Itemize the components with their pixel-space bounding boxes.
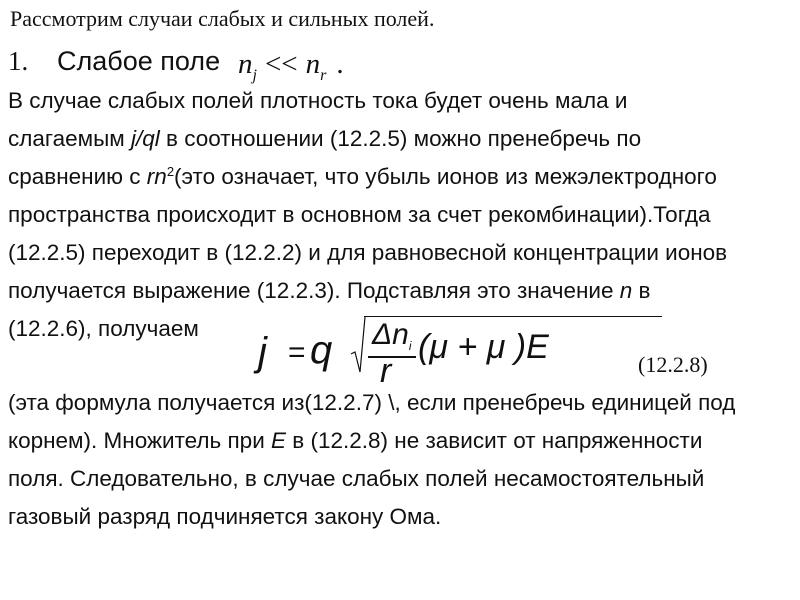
paragraph1-line5: (12.2.5) переходит в (12.2.2) и для равновесной концентрации ионов xyxy=(8,240,728,265)
cond-left-sub: j xyxy=(252,67,257,84)
p2-line2-text-b: в (12.2.8) не зависит от напряженности xyxy=(286,428,703,453)
radical-bar xyxy=(364,316,662,317)
cond-right: n xyxy=(305,48,321,80)
heading: Рассмотрим случаи слабых и сильных полей. xyxy=(10,6,435,31)
paragraph2-line3: поля. Следовательно, в случае слабых полей несамостоятельный xyxy=(8,466,705,491)
list-item-number: 1. xyxy=(8,46,29,76)
weak-field-condition xyxy=(238,48,344,85)
paragraph2-line4: газовый разряд подчиняется закону Ома. xyxy=(8,504,442,529)
cond-right-sub: r xyxy=(320,67,327,84)
paragraph1-line1: В случае слабых полей плотность тока будет очень мала и xyxy=(8,88,628,113)
p2-line2-term: E xyxy=(271,428,287,453)
line3-sup: 2 xyxy=(166,164,175,179)
line3-text-b: (это означает, что убыль ионов из межэлектродного xyxy=(174,164,717,189)
formula-j: j xyxy=(258,330,267,374)
paragraph1-line3 xyxy=(8,164,717,190)
line6-text-b: в xyxy=(632,278,651,303)
paragraph1-line4: пространства происходит в основном за счет рекомбинации).Тогда xyxy=(8,202,711,227)
formula-q: q xyxy=(310,328,333,372)
numerator-sub: i xyxy=(408,339,412,353)
list-item-text: Слабое поле xyxy=(57,46,221,76)
line2-text-b: в соотношении (12.2.5) можно пренебречь по xyxy=(159,126,642,151)
numerator-text: Δn xyxy=(372,318,409,351)
fraction-bar xyxy=(368,356,416,358)
radical-sign-icon xyxy=(350,316,366,374)
formula-12-2-8 xyxy=(258,312,618,390)
formula-equals: = xyxy=(288,336,306,369)
paragraph1-line7: (12.2.6), получаем xyxy=(8,316,199,341)
line3-text-a: сравнению с xyxy=(8,164,147,189)
cond-left: n xyxy=(238,48,253,80)
cond-end: . xyxy=(336,48,344,80)
paragraph1-line6 xyxy=(8,278,650,304)
line3-term: rn xyxy=(146,164,167,189)
cond-operator: << xyxy=(264,48,298,80)
formula-denominator: r xyxy=(380,352,392,390)
formula-mobility: (μ + μ )E xyxy=(418,328,549,366)
line6-term: n xyxy=(619,278,633,303)
line2-text-a: слагаемым xyxy=(8,126,131,151)
paragraph2-line2 xyxy=(8,428,702,454)
p2-line2-text-a: корнем). Множитель при xyxy=(8,428,272,453)
line6-text-a: получается выражение (12.2.3). Подставляя это значение xyxy=(8,278,620,303)
paragraph2-line1: (эта формула получается из(12.2.7) \, если пренебречь единицей под xyxy=(8,390,736,415)
formula-number: (12.2.8) xyxy=(638,352,708,377)
line2-term: j/ql xyxy=(131,126,160,151)
paragraph1-line2 xyxy=(8,126,641,152)
formula-numerator xyxy=(372,318,411,353)
